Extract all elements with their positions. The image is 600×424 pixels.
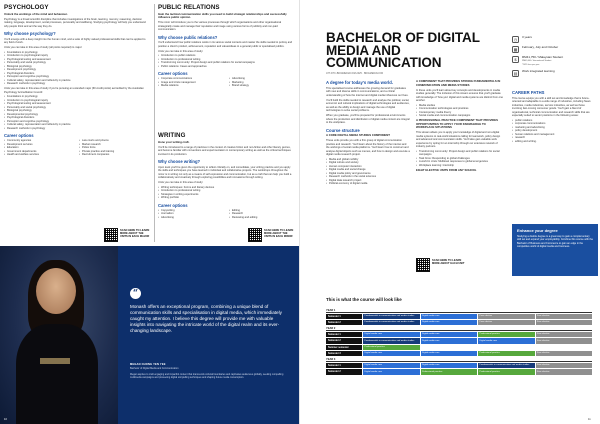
list-item: • Public relations: Cases and approaches bbox=[158, 65, 294, 69]
unit-cell: Professional practice bbox=[421, 369, 478, 374]
writing-careers-title: Career options bbox=[158, 202, 188, 208]
list-item: • Personality and social psychology bbox=[4, 61, 148, 65]
writing-why-title: Why choose writing? bbox=[158, 159, 201, 165]
unit-cell: Fundamentals in communication and media studies bbox=[363, 314, 420, 319]
list-item: • Transforming community: Project design and public relations for social campaigns bbox=[416, 150, 504, 157]
list-item: • Law courts and prisons bbox=[79, 139, 148, 143]
list-item: • Digital media policy and governance bbox=[326, 172, 410, 176]
list-item: • Cultural safety, representation and reflexivity in practice bbox=[4, 79, 148, 83]
psychology-units-intro: Units you can take in this area of study (all points required) to major: bbox=[4, 46, 83, 50]
list-item: • Developmental psychology bbox=[4, 113, 148, 117]
unit-cell: Free elective bbox=[536, 363, 593, 368]
list-item: • Psychological testing and assessment bbox=[4, 58, 148, 62]
unit-cell: Free elective bbox=[536, 369, 593, 374]
career-paths-text: This course equips you with a skill set and knowledge that is future-oriented and adaptable to a wide range of industries, including News industries, media industries, service industries, as well as those involving fast-moving consumer goods. You'll gain a blend of organisational, technical communication and research skills that are especially suited to senior positions in the following areas: bbox=[512, 96, 591, 117]
professional-units-list bbox=[416, 150, 504, 168]
psychology-title: PSYCHOLOGY bbox=[4, 4, 49, 11]
course-map-table bbox=[326, 307, 592, 375]
qr-code-minors[interactable] bbox=[248, 228, 262, 242]
semester-label: Semester 2 bbox=[326, 369, 362, 374]
psychology-why-text: You'll emerge with a deep insight into the human mind, and a suite of highly valued professional skills that can be applied to any field of work. bbox=[4, 37, 146, 45]
writing-careers-b bbox=[229, 209, 294, 220]
unit-cell: Digital media core bbox=[421, 351, 478, 356]
testimonial-bio: Megan aspires to craft engaging and impactful content that transcends cultural boundaries and captivates audiences globally, seeking compelling multimedia campaigns and pioneering digital storytelling techniques and shaping future media consumption. bbox=[130, 373, 284, 380]
unit-cell: Digital media core bbox=[478, 338, 535, 343]
unit-cell: Free elective bbox=[536, 320, 593, 325]
list-item: • Foundations in psychology bbox=[4, 95, 148, 99]
professional-text: This stream allows you to apply your knowledge of digital and non-digital media systems to real-world situations calling for teamwork, policy design and advanced oral communication skills. You'll also gain valuable work experience by opting for an internship through our extensive network of industry partners. bbox=[416, 131, 501, 149]
list-item: • Research bbox=[229, 212, 294, 216]
course-overview bbox=[326, 80, 410, 186]
course-tagline: A degree for today's media world. bbox=[326, 80, 393, 85]
year-label: YEAR 1 bbox=[326, 309, 592, 313]
pr-title: PUBLIC RELATIONS bbox=[158, 4, 220, 11]
list-item: • Strategies in writing experiments bbox=[158, 193, 294, 197]
list-item: • Personality and social psychology bbox=[4, 106, 148, 110]
list-item: • Introduction to psychological inquiry bbox=[4, 54, 148, 58]
list-item: • Private practice and training bbox=[79, 150, 148, 154]
fundamentals-units-list bbox=[416, 104, 504, 118]
writing-units-list bbox=[158, 186, 294, 200]
list-item: • Contemporary media theory bbox=[416, 111, 504, 115]
psychology-careers-title: Career options bbox=[4, 133, 34, 139]
fundamentals-title: A COMPONENT THAT PROVIDES STRONG FUNDAMENTALS IN COMMUNICATION AND MEDIA STUDIES bbox=[416, 79, 501, 87]
pr-lead: Gain the tactical communication skills you need to build strategic relationships and successfully influence public opinion. bbox=[158, 11, 287, 20]
list-item: • Journalism bbox=[158, 212, 223, 216]
list-item: • Media and global mobility bbox=[326, 158, 410, 162]
fundamentals-text: In these units you'll learn about key concepts and developments in media studies generally. The inclusion of this stream ensures that you'll graduate with knowledge of 'how-you' digital and media systems are distinct from one another. bbox=[416, 88, 503, 103]
qr-label-minors: SCAN HERE TO LEARN MORE ABOUT THE UNITS IN EACH MINOR bbox=[264, 229, 294, 239]
list-item: • Psychological disorders bbox=[4, 116, 148, 120]
list-item: • public relations bbox=[512, 119, 592, 123]
list-item: • Workplace learning: Internship bbox=[416, 164, 504, 168]
list-item: • Foundations in psychology bbox=[4, 51, 148, 55]
list-item: • Reviewing and editing bbox=[229, 216, 294, 220]
unit-cell: Professional practice bbox=[478, 351, 535, 356]
unit-cell: Digital media core bbox=[421, 332, 478, 337]
core-units-list bbox=[326, 158, 410, 186]
semester-label: Semester 3 bbox=[326, 351, 362, 356]
page-number-left: 10 bbox=[4, 418, 7, 421]
list-item: • Digital data research project bbox=[326, 179, 410, 183]
psychology-section bbox=[4, 4, 148, 157]
enhance-text: Studying a double degree is a great way to gain a complementary skill set and expand your employability. Combine this course with the Bachelor of Business and Commerce to gain an edge in the competitive world of digital media and business. bbox=[517, 235, 593, 248]
writing-why-text: Upon level you'll be given the opportunity to reflect critically on, and consolidate, your writing practice and you apply the skills and techniques you have learned in individual and collaborative projects. The workshops throughout the minor is in writing not only as a means of self expression and communication, but as a craft that can help you build a collaboratively and creatively through exploring possibilities and innovations through writing. bbox=[158, 165, 292, 180]
fee-note: *2025 fees per year bbox=[522, 63, 540, 66]
unit-cell: Fundamentals in communication and media studies bbox=[363, 320, 420, 325]
semester-label: Summer semester bbox=[326, 345, 362, 350]
info-duration: ◷ 3 years bbox=[513, 35, 532, 42]
list-item: • Introduction to professional writing bbox=[158, 58, 294, 62]
table-row bbox=[326, 332, 592, 337]
list-item: • Development services bbox=[4, 143, 73, 147]
unit-cell: Digital media core bbox=[363, 332, 420, 337]
list-item: • Recruitment companies bbox=[79, 153, 148, 157]
list-item: • marketing and advertising bbox=[512, 126, 592, 130]
list-item: • Digital culture and society bbox=[326, 161, 410, 165]
unit-cell: Fundamentals in communication and media studies bbox=[478, 363, 535, 368]
student-photo bbox=[0, 246, 118, 424]
career-paths-title: CAREER PATHS bbox=[512, 90, 545, 95]
list-item: • Media studies bbox=[416, 104, 504, 108]
list-item: • Human computer interaction bbox=[326, 165, 410, 169]
qr-code-units[interactable] bbox=[416, 258, 430, 272]
table-row bbox=[326, 320, 592, 325]
year-label: YEAR 3 bbox=[326, 358, 592, 362]
list-item: • Psychological testing and assessment bbox=[4, 102, 148, 106]
clock-icon: ◷ bbox=[513, 37, 518, 42]
unit-cell: Professional practice bbox=[363, 345, 420, 350]
unit-cell: Free elective bbox=[478, 314, 535, 319]
professional-title: A PROFESSIONAL PRACTICE COMPONENT THAT PROVIDES OPPORTUNITIES TO APPLY YOUR KNOWLEDGE TO WORKPLACE SITUATIONS bbox=[416, 118, 498, 130]
psychology-careers-a bbox=[4, 139, 73, 157]
course-info-sidebar bbox=[512, 36, 592, 80]
course-components bbox=[416, 80, 504, 173]
list-item: • Government departments bbox=[4, 150, 73, 154]
semester-label: Semester 2 bbox=[326, 320, 362, 325]
quote-icon: “ bbox=[130, 288, 141, 299]
qr-label-majors: SCAN HERE TO LEARN MORE ABOUT THE UNITS IN EACH MAJOR bbox=[120, 229, 150, 239]
list-item: • Market research bbox=[79, 143, 148, 147]
unit-cell: Professional practice bbox=[478, 369, 535, 374]
list-item: • Research methods in psychology bbox=[4, 82, 148, 86]
unit-cell: Free elective bbox=[536, 314, 593, 319]
course-intro-1: This specialised course addresses the growing demand for graduates with new and diverse skills in communications, and a critical understanding of how the internet and digital media influences our lives. bbox=[326, 86, 409, 97]
testimonial-name: MEGAN CHONG YEN YEE bbox=[130, 363, 166, 366]
list-item: • Health and welfare services bbox=[4, 153, 73, 157]
column-divider bbox=[154, 4, 155, 242]
info-wil: ▤ Work integrated learning bbox=[513, 69, 555, 77]
unit-cell: Digital media core bbox=[363, 351, 420, 356]
psychology-units-intro2: Units you can take in this area of study if you're pursuing an extended major (60 credit points) accredited by the Australian Psychology Accreditation Council: bbox=[4, 87, 144, 94]
writing-section bbox=[158, 132, 294, 219]
pr-careers-b bbox=[229, 77, 294, 88]
list-item: • Social media and communication campaigns bbox=[416, 114, 504, 118]
qr-label-units: SCAN HERE TO LEARN MORE ABOUT EACH UNIT bbox=[432, 259, 465, 266]
unit-cell: Digital media core bbox=[421, 338, 478, 343]
list-item: • Introduction to psychological inquiry bbox=[4, 99, 148, 103]
pr-careers-title: Career options bbox=[158, 71, 188, 77]
table-row bbox=[326, 338, 592, 343]
testimonial-panel bbox=[0, 246, 300, 424]
pr-units-list bbox=[158, 54, 294, 68]
unit-cell: Digital media core bbox=[421, 363, 478, 368]
table-row bbox=[326, 345, 592, 350]
book-icon: ▤ bbox=[513, 71, 518, 77]
list-item: • Digital media and social change bbox=[326, 168, 410, 172]
info-fees: $ RM41,750 / Malaysian Student RM49,400 / International Student *2025 fees per year bbox=[512, 56, 592, 67]
list-item: • Advertising bbox=[229, 77, 294, 81]
core-component-text: These units provide you with a firm grasp of digital communication practice and research. You'll learn about the history of the internet and the workings of social media platforms. You'll learn how to construct and analyse digital objects such as memes, and how to design and execute a digital media research project. bbox=[326, 139, 410, 157]
course-title: BACHELOR OF DIGITAL MEDIA AND COMMUNICATION bbox=[326, 30, 480, 71]
list-item: • Introduction to public relations bbox=[158, 54, 294, 58]
pr-units-intro: Units you can take in this area of study: bbox=[158, 49, 204, 53]
pr-why-title: Why choose public relations? bbox=[158, 34, 218, 40]
info-intakes: ▦ February, July and October bbox=[513, 45, 559, 52]
pr-why-text: You'll understand how public relations works in its various social contexts and master the skills needed to portray and position a client's product, achievement, reputation and values/ideas to a general public or specialised publics. bbox=[158, 41, 293, 48]
list-item: • policy development bbox=[512, 129, 592, 133]
list-item: • Task force: Responding to global challenges bbox=[416, 157, 504, 161]
list-item: • Introduction to professional writing bbox=[158, 189, 294, 193]
list-item: • Transforming community: Project design and public relations for social campaigns bbox=[158, 61, 294, 65]
course-intro-3: When you graduate, you'll be prepared for professional environments where the production and distribution of digital media content are integral to the workplace. bbox=[326, 114, 410, 124]
unit-cell: Free elective bbox=[536, 351, 593, 356]
unit-cell bbox=[421, 345, 478, 350]
unit-cell: Free elective bbox=[536, 332, 593, 337]
pr-careers-a bbox=[158, 77, 223, 88]
list-item: • Community agencies bbox=[4, 139, 73, 143]
writing-careers-a bbox=[158, 209, 223, 220]
list-item: • Writing portfolio bbox=[158, 196, 294, 200]
pr-intro: This minor will introduce you to the various processes through which organisations and other organisational strategically create and manage their reputation and image using various forms of publicity and non-paid communication. bbox=[158, 21, 282, 32]
psychology-units-list bbox=[4, 51, 148, 86]
unit-cell bbox=[536, 345, 593, 350]
list-item: • corporate communications bbox=[512, 122, 592, 126]
list-item: • Perception and cognitive psychology bbox=[4, 120, 148, 124]
list-item: • Corporate communications bbox=[158, 77, 223, 81]
list-item: • Psychological disorders bbox=[4, 72, 148, 76]
list-item: • research bbox=[512, 136, 592, 140]
writing-units-intro: Units you can take in this area of study: bbox=[158, 181, 204, 185]
course-map-title: This is what the course will look like bbox=[326, 297, 402, 302]
unit-cell: Free elective bbox=[478, 320, 535, 325]
dollar-icon: $ bbox=[512, 56, 519, 63]
course-structure-title: Course structure bbox=[326, 127, 360, 133]
list-item: • Cultural safety, representation and reflexivity in practice bbox=[4, 123, 148, 127]
psychology-lead: Unlock the workings of the mind and behaviour. bbox=[4, 11, 68, 16]
list-item: • Education bbox=[4, 146, 73, 150]
table-row bbox=[326, 314, 592, 319]
writing-lead: Hone your writing craft. bbox=[158, 139, 190, 144]
list-item: • Advertising bbox=[158, 216, 223, 220]
career-paths bbox=[512, 90, 592, 143]
psychology-careers-b bbox=[79, 139, 148, 157]
unit-cell: Digital media core bbox=[363, 363, 420, 368]
list-item: • Image and crisis management bbox=[158, 81, 223, 85]
qr-code-majors[interactable] bbox=[104, 228, 118, 242]
unit-cell: Professional practice bbox=[478, 332, 535, 337]
testimonial-quote: Monash offers an exceptional program, combining a unique blend of communication skills and specialisation in digital media, which immediately caught my attention. I believe this degree will provide me with valuable insights into navigating the intricate world of the digital realm and its ever-changing landscape. bbox=[130, 304, 282, 333]
enhance-degree-box bbox=[512, 224, 598, 276]
list-item: • human relations and management bbox=[512, 133, 592, 137]
unit-cell: Digital media core bbox=[363, 369, 420, 374]
core-component-title: A CORE DIGITAL MEDIA STUDIES COMPONENT bbox=[326, 133, 391, 137]
list-item: • Copywriting bbox=[158, 209, 223, 213]
list-item: • Editing bbox=[229, 209, 294, 213]
list-item: • Political economy of digital media bbox=[326, 182, 410, 186]
list-item: • Marketing bbox=[229, 81, 294, 85]
semester-label: Semester 2 bbox=[326, 338, 362, 343]
list-item: • Development psychology bbox=[4, 68, 148, 72]
psychology-why-title: Why choose psychology? bbox=[4, 31, 56, 37]
list-item: • Writing techniques: Forms and literary devices bbox=[158, 186, 294, 190]
course-intro-2: You'll build the skills needed to research and analyse the political, social, economic and cultural implications of digital technologies and audiences, as well as the ability to design and manage the use of digital technologies to solve social problems. bbox=[326, 98, 410, 112]
year-label: YEAR 2 bbox=[326, 327, 592, 331]
semester-label: Semester 1 bbox=[326, 363, 362, 368]
semester-label: Semester 1 bbox=[326, 332, 362, 337]
writing-intro: You'll be introduced to a range of practices in the context of creative fiction and non-fiction and other literary genres, and become familiar with conventions and experimentation in contemporary writing as well as the critical techniques involved in its production. bbox=[158, 145, 291, 156]
psychology-units2-list bbox=[4, 95, 148, 130]
list-item: • Brand strategy bbox=[229, 84, 294, 88]
list-item: • Communication technologies and practices bbox=[416, 107, 504, 111]
list-item: • Biological psychology bbox=[4, 109, 148, 113]
psychology-intro: Psychology is a broad scientific discipline that includes investigations of the brain, learning, memory, reasoning, decision making, language, development, social processes, personality and wellbeing. Studying psychology will help you understand why people think and act the way they do. bbox=[4, 17, 146, 28]
table-row bbox=[326, 363, 592, 368]
unit-cell: Free elective bbox=[536, 338, 593, 343]
semester-label: Semester 1 bbox=[326, 314, 362, 319]
list-item: • A world in crisis: Multilevel responses to global emergencies bbox=[416, 160, 504, 164]
testimonial-role: Bachelor of Digital Media and Communication bbox=[130, 367, 179, 370]
calendar-icon: ▦ bbox=[513, 47, 518, 52]
enhance-title: Enhance your degree bbox=[517, 228, 558, 233]
unit-cell: Fundamentals in communication and media studies bbox=[363, 338, 420, 343]
public-relations-section bbox=[158, 4, 294, 88]
list-item: • editing and writing. bbox=[512, 140, 592, 144]
career-paths-list bbox=[512, 119, 592, 144]
page-number-right: 11 bbox=[588, 418, 591, 421]
list-item: • Research methods in the social sciences bbox=[326, 175, 410, 179]
list-item: • Media relations bbox=[158, 84, 223, 88]
table-row bbox=[326, 369, 592, 374]
list-item: • Research methods in psychology bbox=[4, 127, 148, 131]
list-item: • Police force bbox=[79, 146, 148, 150]
writing-title: WRITING bbox=[158, 132, 186, 139]
list-item: • Biological psychology bbox=[4, 65, 148, 69]
unit-cell: Digital media core bbox=[421, 320, 478, 325]
elective-title: EIGHT ELECTIVE UNITS FROM ANY SCHOOL bbox=[416, 167, 477, 172]
unit-cell bbox=[478, 345, 535, 350]
unit-cell: Digital media core bbox=[421, 314, 478, 319]
list-item: • Perception and cognitive psychology bbox=[4, 75, 148, 79]
table-row bbox=[326, 351, 592, 356]
course-code: ATT-DTC-BDIGMEDIACOM-2025 · BDIGMEDIACOM bbox=[326, 72, 383, 75]
